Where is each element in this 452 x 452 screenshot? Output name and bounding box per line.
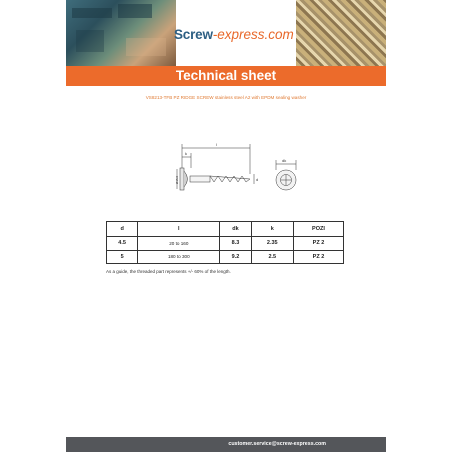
cell-d: 5 (107, 250, 138, 264)
column-header-d: d (107, 222, 138, 237)
header (66, 0, 386, 66)
footer (66, 437, 386, 452)
table-row (107, 250, 344, 264)
dim-label-d: d (256, 177, 259, 182)
dim-label-k: k (185, 151, 187, 156)
product-subtitle: VS8213-TFB PZ RIDGE SCREW stainless steel A2 with EPDM sealing washer (145, 95, 307, 100)
column-header-pozi: POZI (293, 222, 343, 237)
dim-label-washer: Ø15.0 (175, 175, 179, 184)
table-header-row (107, 222, 344, 237)
dim-label-dk: dk (282, 158, 287, 163)
cell-pozi: PZ 2 (293, 237, 343, 251)
brand-domain: -express.com (212, 27, 294, 42)
column-header-dk: dk (220, 222, 251, 237)
guide-note: As a guide, the threaded part represents +/- 60% of the length. (106, 269, 231, 274)
cell-d: 4.5 (107, 237, 138, 251)
screw-technical-drawing (174, 138, 304, 194)
dim-label-l: l (216, 142, 217, 147)
screws-photo (296, 0, 386, 66)
title-banner (66, 66, 386, 86)
contact-email-link[interactable]: customer.service@screw-express.com (228, 441, 326, 447)
cell-k: 2.35 (251, 237, 293, 251)
column-header-k: k (251, 222, 293, 237)
brand-name: Screw (174, 27, 213, 42)
cell-k: 2.5 (251, 250, 293, 264)
brand-logo (174, 26, 292, 44)
cell-l: 180 to 300 (138, 250, 220, 264)
tools-photo (66, 0, 176, 66)
technical-sheet-page (66, 0, 386, 452)
specs-table (106, 221, 344, 264)
table-row (107, 237, 344, 251)
banner-title: Technical sheet (175, 68, 277, 83)
cell-dk: 9.2 (220, 250, 251, 264)
cell-dk: 8.3 (220, 237, 251, 251)
cell-pozi: PZ 2 (293, 250, 343, 264)
cell-l: 20 to 160 (138, 237, 220, 251)
column-header-l: l (138, 222, 220, 237)
